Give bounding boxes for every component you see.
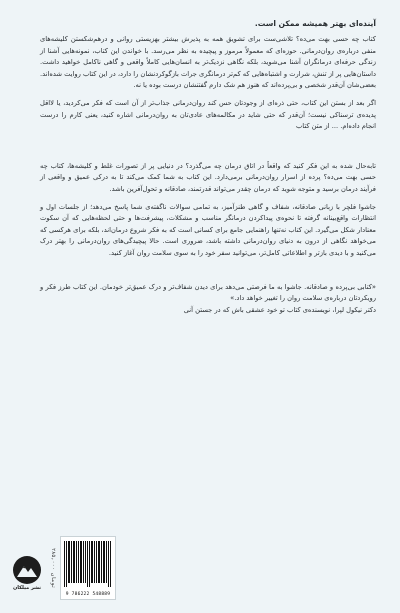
excerpt-paragraph: اگر بعد از بستن این کتاب، حتی ذره‌ای از وجودتان حس کند روان‌درمانی جذاب‌تر از آن است که فکر می‌کردید، یا لااقل پدیده‌ی ترسناکی نیست؛ آن‌قدر که حتی شاید در مکالمه‌های عادی‌تان به روان‌درمانی اشاره کنید، یعنی کارم را درست انجام داده‌ام. ... از متن کتاب — [40, 98, 376, 131]
quote-attribution: دکتر نیکول لپرا، نویسنده‌ی کتاب تو خود عشقی باش که در جستن آنی — [183, 305, 376, 314]
price-label: ۲۸۵,۰۰۰ تومان — [50, 547, 56, 589]
isbn-digits: 9 786222 548889 — [65, 592, 111, 597]
description-paragraph: تابه‌حال شده به این فکر کنید که واقعاً در اتاق درمان چه می‌گذرد؟ در دنیایی پر از تصورات غلط و کلیشه‌ها، کتاب چه حسی بهت می‌ده؟ پرده از اسرار روان‌درمانی برمی‌دارد. این کتاب به شما کمک می‌کند تا به درکی عمیق و واقعی از فرآیند درمان برسید و متوجه شوید که درمان چقدر می‌تواند قدرتمند، صادقانه و تحول‌آفرین باشد. — [40, 161, 376, 193]
mountain-logo-icon — [12, 555, 42, 585]
endorsement-quote: «کتابی بی‌پرده و صادقانه. جاشوا به ما فرصتی می‌دهد برای دیدن شفاف‌تر و درک عمیق‌تر خودمان. این کتاب طرز فکر و رویکردتان درباره‌ی سلامت روان را تغییر خواهد داد.» — [40, 282, 376, 303]
publisher-logo — [12, 555, 42, 597]
author-paragraph: جاشوا فلچر با زبانی صادقانه، شفاف و گاهی طنزآمیز، به تمامی سوالات ناگفته‌ی شما پاسخ می‌دهد؛ از جلسات اول و انتظارات واقع‌بینانه گرفته تا نحوه‌ی پیداکردن درمانگر مناسب و مشکلات، پیشرفت‌ها و حتی لحظه‌هایی که آن سکوت معنادار شکل می‌گیرد. این کتاب نه‌تنها راهنمایی جامع برای کسانی است که به فکر شروع درمان‌اند، بلکه برای هرکسی که می‌خواهد نگاهی از درون به دنیای روان‌درمانی داشته باشد، ضروری است. حالا پیچیدگی‌های روان‌درمانی را بهتر درک می‌کنید و با دیدی بازتر و اطلاعاتی کامل‌تر، می‌توانید سفر خود را به سوی سلامت روان آغاز کنید. — [40, 202, 376, 257]
intro-paragraph: کتاب چه حسی بهت می‌ده؟ تلاشی‌ست برای تشویق همه به پذیرش بیشتر بهزیستی روانی و درهم‌شکستن کلیشه‌های منفی درباره‌ی روان‌درمانی. حوزه‌ای که معمولاً مرموز و پیچیده به نظر می‌رسد. با خواندن این کتاب، نمونه‌هایی آشنا از زندگی حرفه‌ای درمانگران آشنا می‌شوید، بلکه نگاهی نزدیک‌تر به انسان‌هایی کاملاً واقعی و گاهی ناکامل خواهید داشت. داستان‌هایی پر از تنش، شرارت و اشتباه‌هایی که کم‌تر درمانگری جرات بازگوکردنشان را دارد، در این کتاب روایت شده‌اند. بعضی‌شان آن‌قدر شخصی و بی‌پرده‌اند که هنوز هم شک دارم گفتنشان درست بوده یا نه. — [39, 35, 376, 90]
cover-headline: آینده‌ای بهتر همیشه ممکن است. — [254, 19, 376, 28]
isbn-barcode — [60, 536, 116, 600]
barcode-icon — [63, 541, 113, 587]
cover-text-block — [40, 18, 376, 316]
publisher-logo-text: نشر میلکان — [12, 585, 42, 591]
